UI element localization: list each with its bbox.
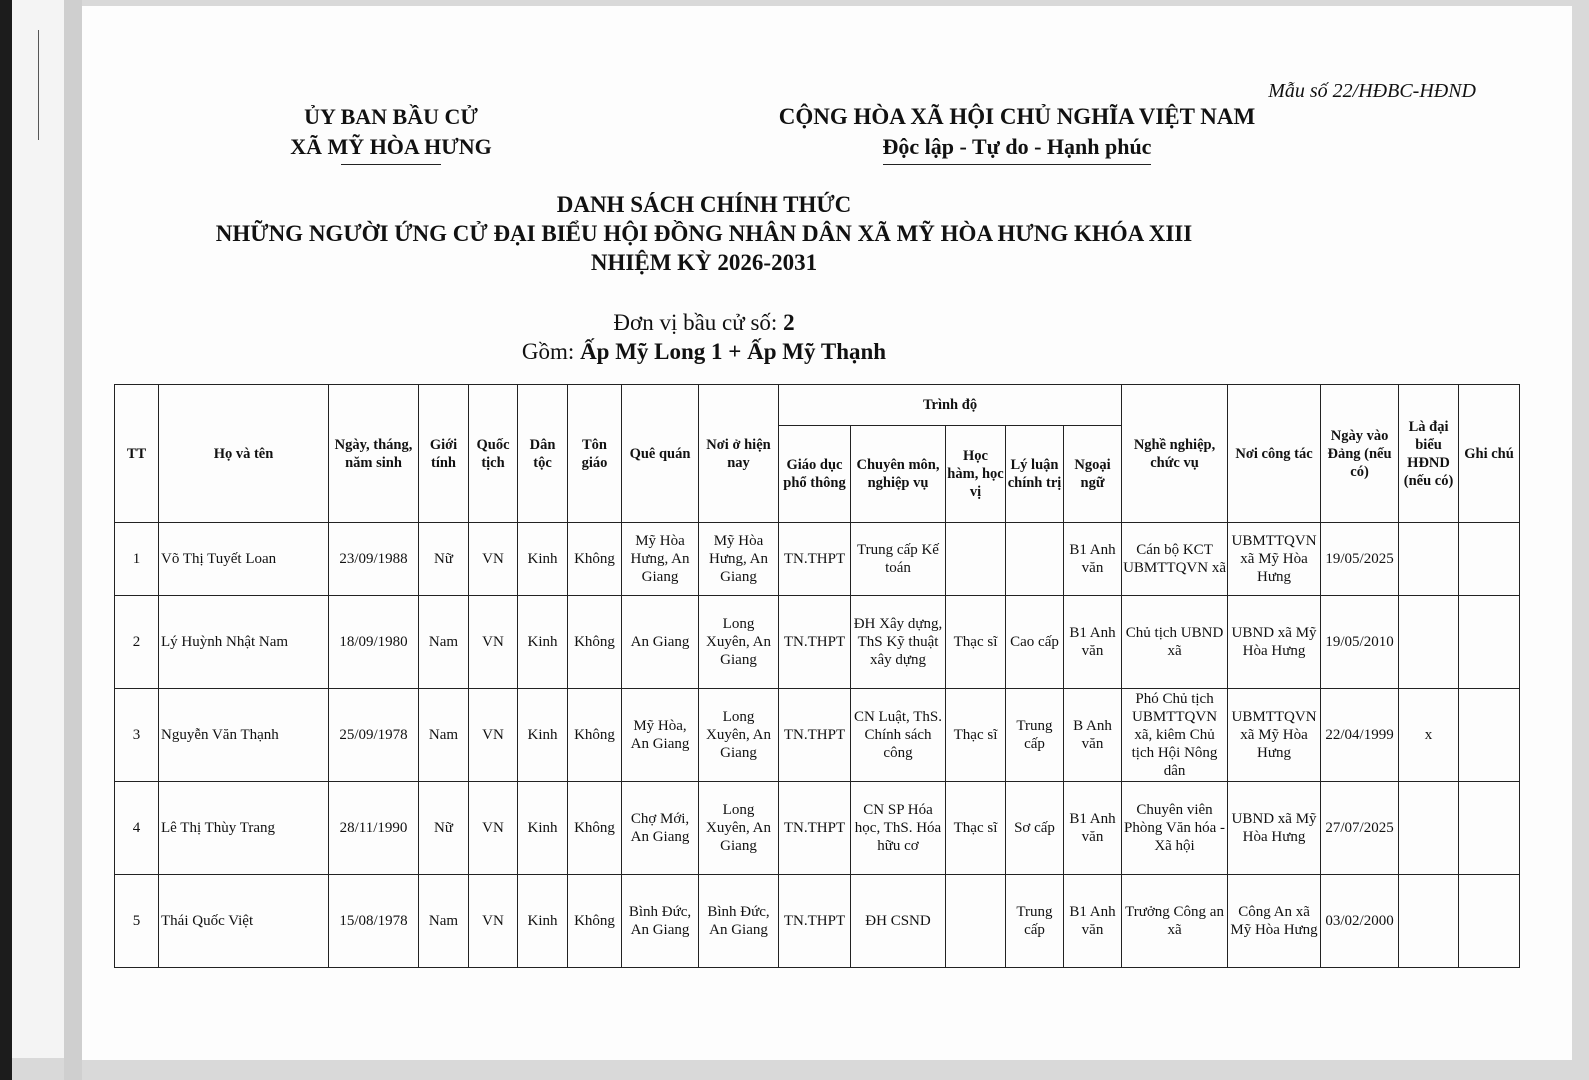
cell-religion: Không — [568, 782, 622, 875]
cell-language: B Anh văn — [1064, 689, 1122, 782]
cell-tt: 4 — [115, 782, 159, 875]
cell-is-delegate — [1399, 523, 1459, 596]
title-line-2: NHỮNG NGƯỜI ỨNG CỬ ĐẠI BIỂU HỘI ĐỒNG NHÂN DÂN XÃ MỸ HÒA HƯNG KHÓA XIII — [215, 221, 1193, 246]
cell-religion: Không — [568, 689, 622, 782]
cell-workplace: UBMTTQVN xã Mỹ Hòa Hưng — [1228, 523, 1321, 596]
col-professional: Chuyên môn, nghiệp vụ — [851, 426, 946, 523]
cell-academic — [946, 875, 1006, 968]
cell-nationality: VN — [469, 782, 518, 875]
cell-hometown: Mỹ Hòa, An Giang — [622, 689, 699, 782]
cell-nationality: VN — [469, 689, 518, 782]
cell-residence: Bình Đức, An Giang — [699, 875, 779, 968]
cell-workplace: Công An xã Mỹ Hòa Hưng — [1228, 875, 1321, 968]
cell-ethnicity: Kinh — [518, 782, 568, 875]
cell-dob: 28/11/1990 — [329, 782, 419, 875]
cell-residence: Long Xuyên, An Giang — [699, 782, 779, 875]
col-general-edu: Giáo dục phổ thông — [779, 426, 851, 523]
cell-hometown: An Giang — [622, 596, 699, 689]
cell-name: Lý Huỳnh Nhật Nam — [159, 596, 329, 689]
issuing-agency — [256, 102, 526, 165]
col-nationality: Quốc tịch — [469, 385, 518, 523]
agency-underline — [341, 164, 441, 165]
cell-party-date: 22/04/1999 — [1321, 689, 1399, 782]
cell-political — [1006, 523, 1064, 596]
cell-language: B1 Anh văn — [1064, 596, 1122, 689]
col-dob: Ngày, tháng, năm sinh — [329, 385, 419, 523]
col-is-delegate: Là đại biểu HĐND (nếu có) — [1399, 385, 1459, 523]
cell-ethnicity: Kinh — [518, 875, 568, 968]
cell-religion: Không — [568, 596, 622, 689]
cell-occupation: Chuyên viên Phòng Văn hóa - Xã hội — [1122, 782, 1228, 875]
cell-general-edu: TN.THPT — [779, 875, 851, 968]
cell-party-date: 03/02/2000 — [1321, 875, 1399, 968]
cell-name: Võ Thị Tuyết Loan — [159, 523, 329, 596]
col-academic: Học hàm, học vị — [946, 426, 1006, 523]
cell-ethnicity: Kinh — [518, 596, 568, 689]
unit-label: Đơn vị bầu cử số: — [613, 310, 784, 335]
nation-motto: Độc lập - Tự do - Hạnh phúc — [883, 132, 1152, 165]
col-residence: Nơi ở hiện nay — [699, 385, 779, 523]
cell-occupation: Cán bộ KCT UBMTTQVN xã — [1122, 523, 1228, 596]
electoral-unit — [164, 308, 1244, 366]
agency-line-1: ỦY BAN BẦU CỬ — [304, 104, 478, 129]
cell-workplace: UBND xã Mỹ Hòa Hưng — [1228, 596, 1321, 689]
page-mark — [38, 30, 39, 140]
cell-hometown: Bình Đức, An Giang — [622, 875, 699, 968]
cell-workplace: UBMTTQVN xã Mỹ Hòa Hưng — [1228, 689, 1321, 782]
cell-gender: Nữ — [419, 523, 469, 596]
cell-dob: 23/09/1988 — [329, 523, 419, 596]
cell-academic: Thạc sĩ — [946, 596, 1006, 689]
table-row — [115, 689, 1520, 782]
cell-general-edu: TN.THPT — [779, 782, 851, 875]
cell-political: Trung cấp — [1006, 689, 1064, 782]
col-religion: Tôn giáo — [568, 385, 622, 523]
col-workplace: Nơi công tác — [1228, 385, 1321, 523]
cell-nationality: VN — [469, 523, 518, 596]
cell-name: Lê Thị Thùy Trang — [159, 782, 329, 875]
cell-occupation: Chủ tịch UBND xã — [1122, 596, 1228, 689]
screen-edge — [0, 0, 12, 1080]
cell-gender: Nữ — [419, 782, 469, 875]
cell-dob: 15/08/1978 — [329, 875, 419, 968]
cell-party-date: 27/07/2025 — [1321, 782, 1399, 875]
cell-political: Sơ cấp — [1006, 782, 1064, 875]
cell-language: B1 Anh văn — [1064, 875, 1122, 968]
form-number: Mẫu số 22/HĐBC-HĐND — [1268, 80, 1476, 102]
cell-professional: ĐH Xây dựng, ThS Kỹ thuật xây dựng — [851, 596, 946, 689]
cell-political: Trung cấp — [1006, 875, 1064, 968]
cell-tt: 3 — [115, 689, 159, 782]
includes-label: Gồm: — [521, 339, 581, 364]
cell-political: Cao cấp — [1006, 596, 1064, 689]
cell-general-edu: TN.THPT — [779, 523, 851, 596]
col-gender: Giới tính — [419, 385, 469, 523]
table-row — [115, 875, 1520, 968]
unit-number: 2 — [783, 310, 795, 335]
cell-gender: Nam — [419, 875, 469, 968]
cell-tt: 2 — [115, 596, 159, 689]
col-language: Ngoại ngữ — [1064, 426, 1122, 523]
includes-value: Ấp Mỹ Long 1 + Ấp Mỹ Thạnh — [580, 339, 887, 364]
cell-academic — [946, 523, 1006, 596]
cell-language: B1 Anh văn — [1064, 523, 1122, 596]
previous-page-sliver — [12, 0, 64, 1058]
national-heading — [722, 102, 1312, 165]
cell-party-date: 19/05/2025 — [1321, 523, 1399, 596]
col-hometown: Quê quán — [622, 385, 699, 523]
cell-religion: Không — [568, 875, 622, 968]
cell-general-edu: TN.THPT — [779, 689, 851, 782]
cell-academic: Thạc sĩ — [946, 782, 1006, 875]
cell-academic: Thạc sĩ — [946, 689, 1006, 782]
cell-ethnicity: Kinh — [518, 523, 568, 596]
col-party-date: Ngày vào Đảng (nếu có) — [1321, 385, 1399, 523]
cell-party-date: 19/05/2010 — [1321, 596, 1399, 689]
title-line-3: NHIỆM KỲ 2026-2031 — [590, 250, 818, 275]
cell-gender: Nam — [419, 689, 469, 782]
col-occupation: Nghề nghiệp, chức vụ — [1122, 385, 1228, 523]
document-title — [164, 190, 1244, 277]
table-row — [115, 596, 1520, 689]
col-name: Họ và tên — [159, 385, 329, 523]
col-political: Lý luận chính trị — [1006, 426, 1064, 523]
cell-occupation: Phó Chủ tịch UBMTTQVN xã, kiêm Chủ tịch Hội Nông dân — [1122, 689, 1228, 782]
cell-nationality: VN — [469, 596, 518, 689]
col-education-group: Trình độ — [779, 385, 1122, 426]
cell-professional: CN SP Hóa học, ThS. Hóa hữu cơ — [851, 782, 946, 875]
col-ethnicity: Dân tộc — [518, 385, 568, 523]
cell-dob: 25/09/1978 — [329, 689, 419, 782]
col-tt: TT — [115, 385, 159, 523]
cell-professional: CN Luật, ThS. Chính sách công — [851, 689, 946, 782]
cell-is-delegate — [1399, 875, 1459, 968]
cell-hometown: Chợ Mới, An Giang — [622, 782, 699, 875]
cell-ethnicity: Kinh — [518, 689, 568, 782]
cell-notes — [1459, 875, 1520, 968]
table-row — [115, 782, 1520, 875]
cell-residence: Long Xuyên, An Giang — [699, 689, 779, 782]
page-gap — [64, 0, 82, 1080]
col-notes: Ghi chú — [1459, 385, 1520, 523]
cell-professional: ĐH CSND — [851, 875, 946, 968]
cell-hometown: Mỹ Hòa Hưng, An Giang — [622, 523, 699, 596]
candidate-table — [114, 384, 1520, 968]
document-page — [82, 6, 1572, 1060]
cell-notes — [1459, 523, 1520, 596]
cell-professional: Trung cấp Kế toán — [851, 523, 946, 596]
cell-tt: 5 — [115, 875, 159, 968]
agency-line-2: XÃ MỸ HÒA HƯNG — [290, 134, 492, 159]
cell-is-delegate: x — [1399, 689, 1459, 782]
cell-tt: 1 — [115, 523, 159, 596]
cell-is-delegate — [1399, 596, 1459, 689]
cell-residence: Mỹ Hòa Hưng, An Giang — [699, 523, 779, 596]
table-row — [115, 523, 1520, 596]
cell-residence: Long Xuyên, An Giang — [699, 596, 779, 689]
cell-name: Thái Quốc Việt — [159, 875, 329, 968]
cell-nationality: VN — [469, 875, 518, 968]
cell-language: B1 Anh văn — [1064, 782, 1122, 875]
cell-gender: Nam — [419, 596, 469, 689]
cell-dob: 18/09/1980 — [329, 596, 419, 689]
cell-is-delegate — [1399, 782, 1459, 875]
cell-religion: Không — [568, 523, 622, 596]
title-line-1: DANH SÁCH CHÍNH THỨC — [556, 192, 852, 217]
cell-workplace: UBND xã Mỹ Hòa Hưng — [1228, 782, 1321, 875]
cell-notes — [1459, 782, 1520, 875]
cell-notes — [1459, 689, 1520, 782]
nation-line-1: CỘNG HÒA XÃ HỘI CHỦ NGHĨA VIỆT NAM — [778, 104, 1256, 129]
cell-occupation: Trưởng Công an xã — [1122, 875, 1228, 968]
cell-name: Nguyễn Văn Thạnh — [159, 689, 329, 782]
cell-general-edu: TN.THPT — [779, 596, 851, 689]
cell-notes — [1459, 596, 1520, 689]
